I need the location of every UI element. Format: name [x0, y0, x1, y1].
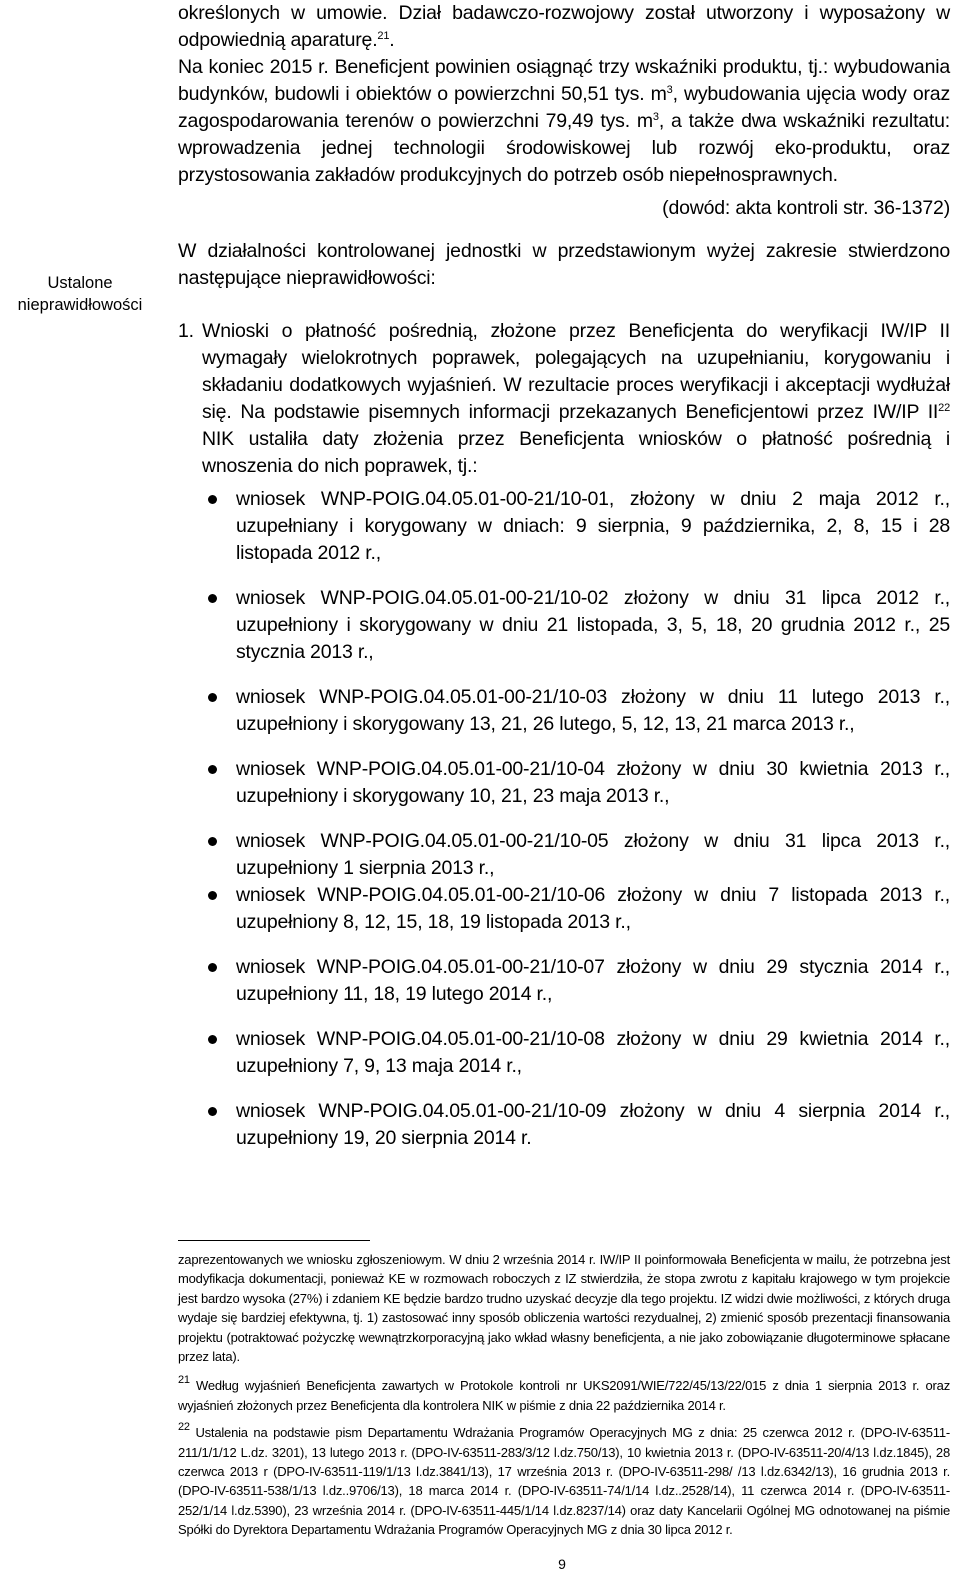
footnotes-section [178, 1250, 950, 1548]
applications-list [202, 486, 950, 1152]
list-item-text: wniosek WNP-POIG.04.05.01-00-21/10-09 złożony w dniu 4 sierpnia 2014 r., uzupełniony 19, 20 sierpnia 2014 r. [236, 1100, 950, 1149]
footnote-separator [178, 1240, 370, 1241]
footnote-21 [178, 1376, 950, 1415]
item-number: 1. [178, 320, 194, 342]
footnote-21-text: Według wyjaśnień Beneficjenta zawartych w Protokole kontroli nr UKS2091/WIE/722/45/13/22/015 z dnia 1 sierpnia 2013 r. oraz wyjaśnień złożonych przez Beneficjenta dla kontrolera NIK w piśmie z dnia 22 października 2014 r. [178, 1378, 950, 1413]
list-item-text: wniosek WNP-POIG.04.05.01-00-21/10-03 złożony w dniu 11 lutego 2013 r., uzupełniony i skorygowany 13, 21, 26 lutego, 5, 12, 13, 21 marca 2013 r., [236, 686, 950, 735]
sidebar-label: Ustalone nieprawidłowości [17, 274, 143, 314]
paragraph-equipment [178, 0, 950, 54]
evidence-reference: (dowód: akta kontroli str. 36-1372) [662, 197, 950, 219]
paragraph-equipment-end: . [389, 29, 395, 51]
bullet-icon [208, 891, 217, 900]
footnote-22-mark: 22 [178, 1421, 190, 1434]
list-item-text: wniosek WNP-POIG.04.05.01-00-21/10-05 złożony w dniu 31 lipca 2013 r., uzupełniony 1 sierpnia 2013 r., [236, 830, 950, 879]
indicators-text-a: Na koniec 2015 r. Beneficjent powinien osiągnąć trzy wskaźniki produktu, tj.: wybudowania budynków, budowli i obiektów o powierzchni 50,51 tys. m [178, 56, 950, 105]
main-text [178, 0, 950, 1170]
list-item-text: wniosek WNP-POIG.04.05.01-00-21/10-04 złożony w dniu 30 kwietnia 2013 r., uzupełniony i skorygowany 10, 21, 23 maja 2013 r., [236, 758, 950, 807]
bullet-icon [208, 765, 217, 774]
list-item [202, 828, 950, 882]
list-item [202, 585, 950, 666]
paragraph-equipment-text: określonych w umowie. Dział badawczo-rozwojowy został utworzony i wyposażony w odpowiednią aparaturę. [178, 2, 950, 51]
item-1-text-a: Wnioski o płatność pośrednią, złożone przez Beneficjenta do weryfikacji IW/IP II wymagały wielokrotnych poprawek, polegających na uzupełnianiu, korygowaniu i składaniu dodatkowych wyjaśnień. W rezultacie proces weryfikacji i akceptacji wydłużał się. Na podstawie pisemnych informacji przekazanych Beneficjentowi przez IW/IP II [202, 320, 950, 423]
list-item [202, 954, 950, 1008]
footnote-ref-22[interactable]: 22 [938, 402, 950, 414]
bullet-icon [208, 1035, 217, 1044]
bullet-icon [208, 963, 217, 972]
list-item [202, 756, 950, 810]
list-item [202, 1098, 950, 1152]
list-item-text: wniosek WNP-POIG.04.05.01-00-21/10-08 złożony w dniu 29 kwietnia 2014 r., uzupełniony 7, 9, 13 maja 2014 r., [236, 1028, 950, 1077]
footnote-22 [178, 1423, 950, 1539]
list-item-text: wniosek WNP-POIG.04.05.01-00-21/10-01, złożony w dniu 2 maja 2012 r., uzupełniany i korygowany w dniach: 9 sierpnia, 9 października, 2, 8, 15 i 28 listopada 2012 r., [236, 488, 950, 564]
list-item-text: wniosek WNP-POIG.04.05.01-00-21/10-06 złożony w dniu 7 listopada 2013 r., uzupełniony 8, 12, 15, 18, 19 listopada 2013 r., [236, 884, 950, 933]
indicators-text-c: , a także dwa wskaźniki rezultatu: wprowadzenia jednej technologii środowiskowej lub rozwój eko-produktu, oraz przystosowania zakładów produkcyjnych do potrzeb osób niepełnosprawnych. [178, 110, 951, 186]
bullet-icon [208, 594, 217, 603]
list-item [202, 486, 950, 567]
list-item [202, 684, 950, 738]
list-item-text: wniosek WNP-POIG.04.05.01-00-21/10-02 złożony w dniu 31 lipca 2012 r., uzupełniony i skorygowany w dniu 21 listopada, 3, 5, 18, 20 grudnia 2012 r., 25 stycznia 2013 r., [236, 587, 950, 663]
irregularity-item-1 [178, 318, 950, 480]
list-item [202, 882, 950, 936]
footnote-ref-21[interactable]: 21 [377, 30, 390, 42]
page-number: 9 [558, 1556, 566, 1572]
item-1-text-b: NIK ustaliła daty złożenia przez Beneficjenta wniosków o płatność pośrednią i wnoszenia do nich poprawek, tj.: [202, 428, 950, 477]
superscript-3-first: 3 [666, 84, 673, 96]
footnote-21-mark: 21 [178, 1374, 190, 1387]
bullet-icon [208, 495, 217, 504]
superscript-3-second: 3 [652, 111, 659, 123]
list-item-text: wniosek WNP-POIG.04.05.01-00-21/10-07 złożony w dniu 29 stycznia 2014 r., uzupełniony 11, 18, 19 lutego 2014 r., [236, 956, 950, 1005]
paragraph-indicators [178, 54, 950, 189]
list-item [202, 1026, 950, 1080]
bullet-icon [208, 1107, 217, 1116]
bullet-icon [208, 837, 217, 846]
indicators-text-b: , wybudowania ujęcia wody oraz zagospodarowania terenów o powierzchni 79,49 tys. m [178, 83, 951, 132]
footnote-continued: zaprezentowanych we wniosku zgłoszeniowym. W dniu 2 września 2014 r. IW/IP II poinformowała Beneficjenta w mailu, że potrzebna jest modyfikacja dokumentacji, ponieważ KE w rozmowach roboczych z IZ stwierdziła, że stopa zwrotu z kapitału krajowego w tym projekcie jest bardzo wysoka (27%) i zdaniem KE będzie bardzo trudno uzyskać decyzje dla tego projektu. IZ widzi dwie możliwości, z których druga wydaje się bardziej efektywna, tj. 1) zastosować inny sposób obliczenia wartości rezydualnej, 2) zmienić sposób prezentacji finansowania projektu (potraktować pożyczkę wewnątrzkorporacyjną jako wkład własny beneficjenta, a nie jako zobowiązanie długoterminowe spłacane przez lata). [178, 1252, 950, 1365]
footnote-22-text: Ustalenia na podstawie pism Departamentu Wdrażania Programów Operacyjnych MG z dnia: 25 czerwca 2012 r. (DPO-IV-63511-211/1/1/12 L.dz. 3201), 13 lutego 2013 r. (DPO-IV-63511-283/3/12 l.dz.750/13), 10 kwietnia 2013 r. (DPO-IV-63511-20/4/13 l.dz.1845), 28 czerwca 2013 r (DPO-IV-63511-119/1/13 l.dz.3841/13), 17 września 2013 r. (DPO-IV-63511-298/ /13 l.dz.6342/13), 16 grudnia 2013 r. (DPO-IV-63511-538/1/13 l.dz..9706/13), 18 marca 2014 r. (DPO-IV-63511-74/1/14 l.dz..2528/14), 11 czerwca 2014 r. (DPO-IV-63511-252/1/14 l.dz.5390), 23 września 2014 r. (DPO-IV-63511-445/1/14 l.dz.8237/14) oraz daty Kancelarii Ogólnej MG odnotowanej na piśmie Spółki do Dyrektora Departamentu Wdrażania Programów Operacyjnych MG z dnia 30 lipca 2012 r. [178, 1425, 950, 1538]
irregularities-intro: W działalności kontrolowanej jednostki w przedstawionym wyżej zakresie stwierdzono następujące nieprawidłowości: [178, 240, 950, 289]
bullet-icon [208, 693, 217, 702]
